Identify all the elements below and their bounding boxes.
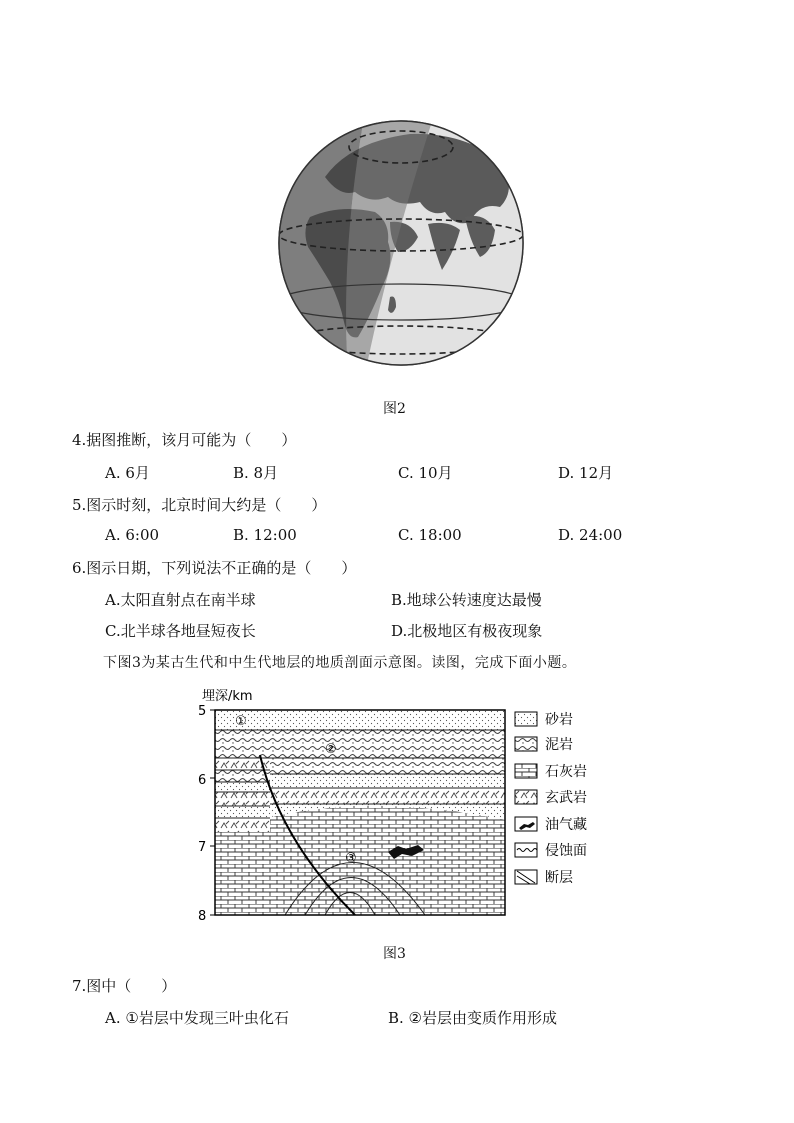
q6-option-a[interactable]: A.太阳直射点在南半球 [105,591,256,609]
tick-5: 5 [198,704,207,719]
globe-figure [270,112,532,374]
legend-sandstone: 砂岩 [545,712,573,728]
figure3-intro: 下图3为某古生代和中生代地层的地质剖面示意图。读图，完成下面小题。 [103,655,577,671]
layer-2-marker: ② [325,742,337,757]
legend-limestone: 石灰岩 [545,764,587,780]
question-4-stem: 4.据图推断，该月可能为（ ） [72,431,297,449]
layer-3-marker: ③ [345,851,357,866]
tick-6: 6 [198,773,207,788]
legend-fault: 断层 [545,870,573,886]
q4-option-c[interactable]: C. 10月 [398,464,453,482]
q4-option-a[interactable]: A. 6月 [105,464,150,482]
question-6-stem: 6.图示日期，下列说法不正确的是（ ） [72,559,357,577]
legend-mudstone: 泥岩 [545,737,573,753]
geologic-section-figure [190,680,610,930]
q5-option-b[interactable]: B. 12:00 [233,526,297,544]
legend-oil-gas: 油气藏 [545,817,587,833]
question-5-stem: 5.图示时刻，北京时间大约是（ ） [72,496,327,514]
legend [515,711,587,886]
figure3-caption: 图3 [383,946,406,962]
q7-option-b[interactable]: B. ②岩层由变质作用形成 [388,1009,558,1027]
q4-option-b[interactable]: B. 8月 [233,464,279,482]
q6-option-c[interactable]: C.北半球各地昼短夜长 [105,622,256,640]
strata [215,710,505,915]
figure2-caption: 图2 [383,401,406,417]
legend-erosion-surface: 侵蚀面 [545,843,587,859]
q5-option-d[interactable]: D. 24:00 [558,526,623,544]
q6-option-b[interactable]: B.地球公转速度达最慢 [391,591,542,609]
layer-1-marker: ① [235,714,247,729]
tick-8: 8 [198,909,207,924]
q5-option-c[interactable]: C. 18:00 [398,526,462,544]
q5-option-a[interactable]: A. 6:00 [105,526,160,544]
legend-basalt: 玄武岩 [545,790,587,806]
q4-option-d[interactable]: D. 12月 [558,464,614,482]
axis-title: 埋深/km [202,689,253,704]
question-7-stem: 7.图中（ ） [72,977,177,995]
q7-option-a[interactable]: A. ①岩层中发现三叶虫化石 [105,1009,289,1027]
tick-7: 7 [198,840,207,855]
depth-ticks [198,704,215,924]
q6-option-d[interactable]: D.北极地区有极夜现象 [391,622,543,640]
